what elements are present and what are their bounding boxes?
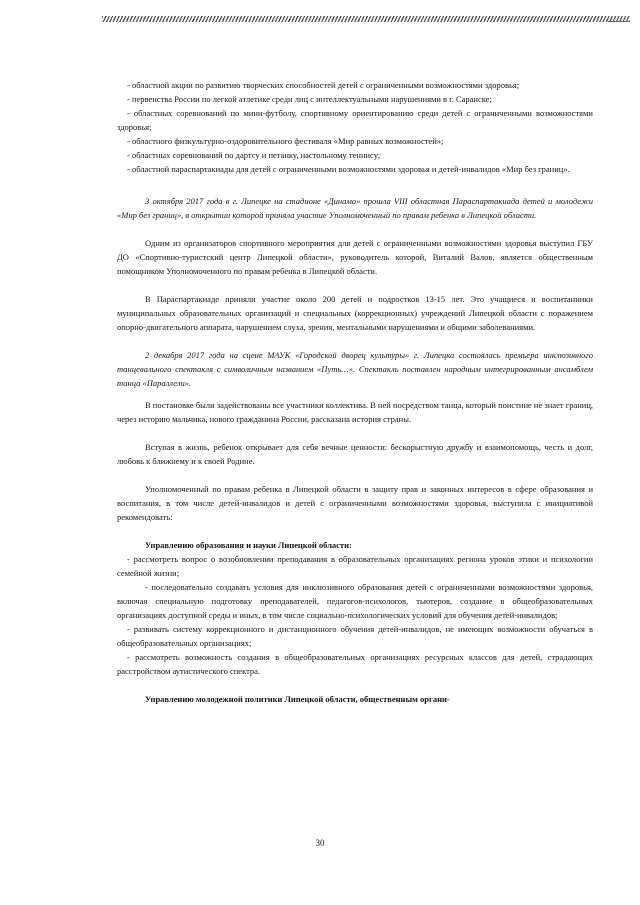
- list-item: - областных соревнований по дартсу и петанку, настольному теннису;: [127, 150, 381, 160]
- section-heading-education: Управлению образования и науки Липецкой области:: [145, 540, 352, 550]
- recommendation-item: - рассмотреть вопрос о возобновлении преподавания в образовательных организациях региона уроков этики и психологии семейной жизни;: [117, 554, 593, 578]
- paragraph-participants: В Параспартакиаде приняли участие около 200 детей и подростков 13-15 лет. Это учащиеся и воспитанники муниципальных образовательных организаций и специальных (коррекционных) учреждений Липецкой области с поражением опорно-двигательного аппарата, нарушением слуха, зрения, ментальными нарушениями и общими заболеваниями.: [117, 294, 593, 332]
- news-item-paraspartakiada: 3 октября 2017 года в г. Липецке на стадионе «Динамо» прошла VIII областная Параспартакиада детей и молодежи «Мир без границ», в открытии которой приняла участие Уполномоченный по правам ребенка в Липецкой области.: [117, 196, 593, 220]
- paragraph-organizers: Одним из организаторов спортивного мероприятия для детей с ограниченными возможностями здоровья выступил ГБУ ДО «Спортивно-туристский центр Липецкой области», руководитель которой, Виталий Валов, является общественным помощником Уполномоченного по правам ребенка в Липецкой области.: [117, 238, 593, 276]
- list-item: - областных соревнований по мини-футболу, спортивному ориентированию среди детей с ограниченными возможностями здоровья;: [117, 108, 593, 132]
- paragraph-production: В постановке были задействованы все участники коллектива. В ней посредством танца, который поистине не знает границ, через историю мальчика, нового гражданина России, рассказана история страны.: [117, 400, 593, 424]
- paragraph-values: Вступая в жизнь, ребенок открывает для себя вечные ценности: бескорыстную дружбу и взаимопомощь, честь и долг, любовь к ближнему и к своей Родине.: [117, 442, 593, 466]
- recommendation-item: - последовательно создавать условия для инклюзивного образования детей с ограниченными возможностями здоровья, включая специальную подготовку преподавателей, педагогов-психологов, тьютеров, создание в общеобразовательных организациях доступной среды и иных, в том числе социально-психологических условий для обучения детей-инвалидов;: [117, 582, 593, 620]
- page-number: 30: [315, 838, 325, 848]
- list-item: - первенства России по легкой атлетике среди лиц с интеллектуальными нарушениями в г. Саранске;: [127, 94, 492, 104]
- news-item-premiere: 2 декабря 2017 года на сцене МАУК «Городской дворец культуры» г. Липецка состоялась премьера инклюзивного танцевального спектакля с символичным названием «Путь…». Спектакль поставлен народным интегрированным ансамблем танца «Параллели».: [117, 350, 593, 388]
- list-item: - областного физкультурно-оздоровительного фестиваля «Мир равных возможностей»;: [127, 136, 444, 146]
- section-heading-youth-policy: Управлению молодежной политики Липецкой области, общественным органи-: [145, 694, 450, 704]
- recommendation-item: - развивать систему коррекционного и дистанционного обучения детей-инвалидов, не имеющих возможности обучаться в общеобразовательных организациях;: [117, 624, 593, 648]
- paragraph-initiative: Уполномоченный по правам ребенка в Липецкой области в защиту прав и законных интересов в сфере образования и воспитания, в том числе детей-инвалидов и детей с ограниченными возможностями здоровья, выступила с инициативой рекомендовать:: [117, 484, 593, 522]
- list-item: - областной параспартакиады для детей с ограниченными возможностями здоровья и детей-инвалидов «Мир без границ».: [127, 164, 570, 174]
- header-rule: [102, 16, 630, 22]
- recommendation-item: - рассмотреть возможность создания в общеобразовательных организациях ресурсных классов для детей, страдающих расстройством аутистического спектра.: [117, 652, 593, 676]
- document-body: [117, 78, 593, 706]
- header-rule-end: [608, 21, 630, 22]
- list-item: - областной акции по развитию творческих способностей детей с ограниченными возможностями здоровья;: [127, 80, 520, 90]
